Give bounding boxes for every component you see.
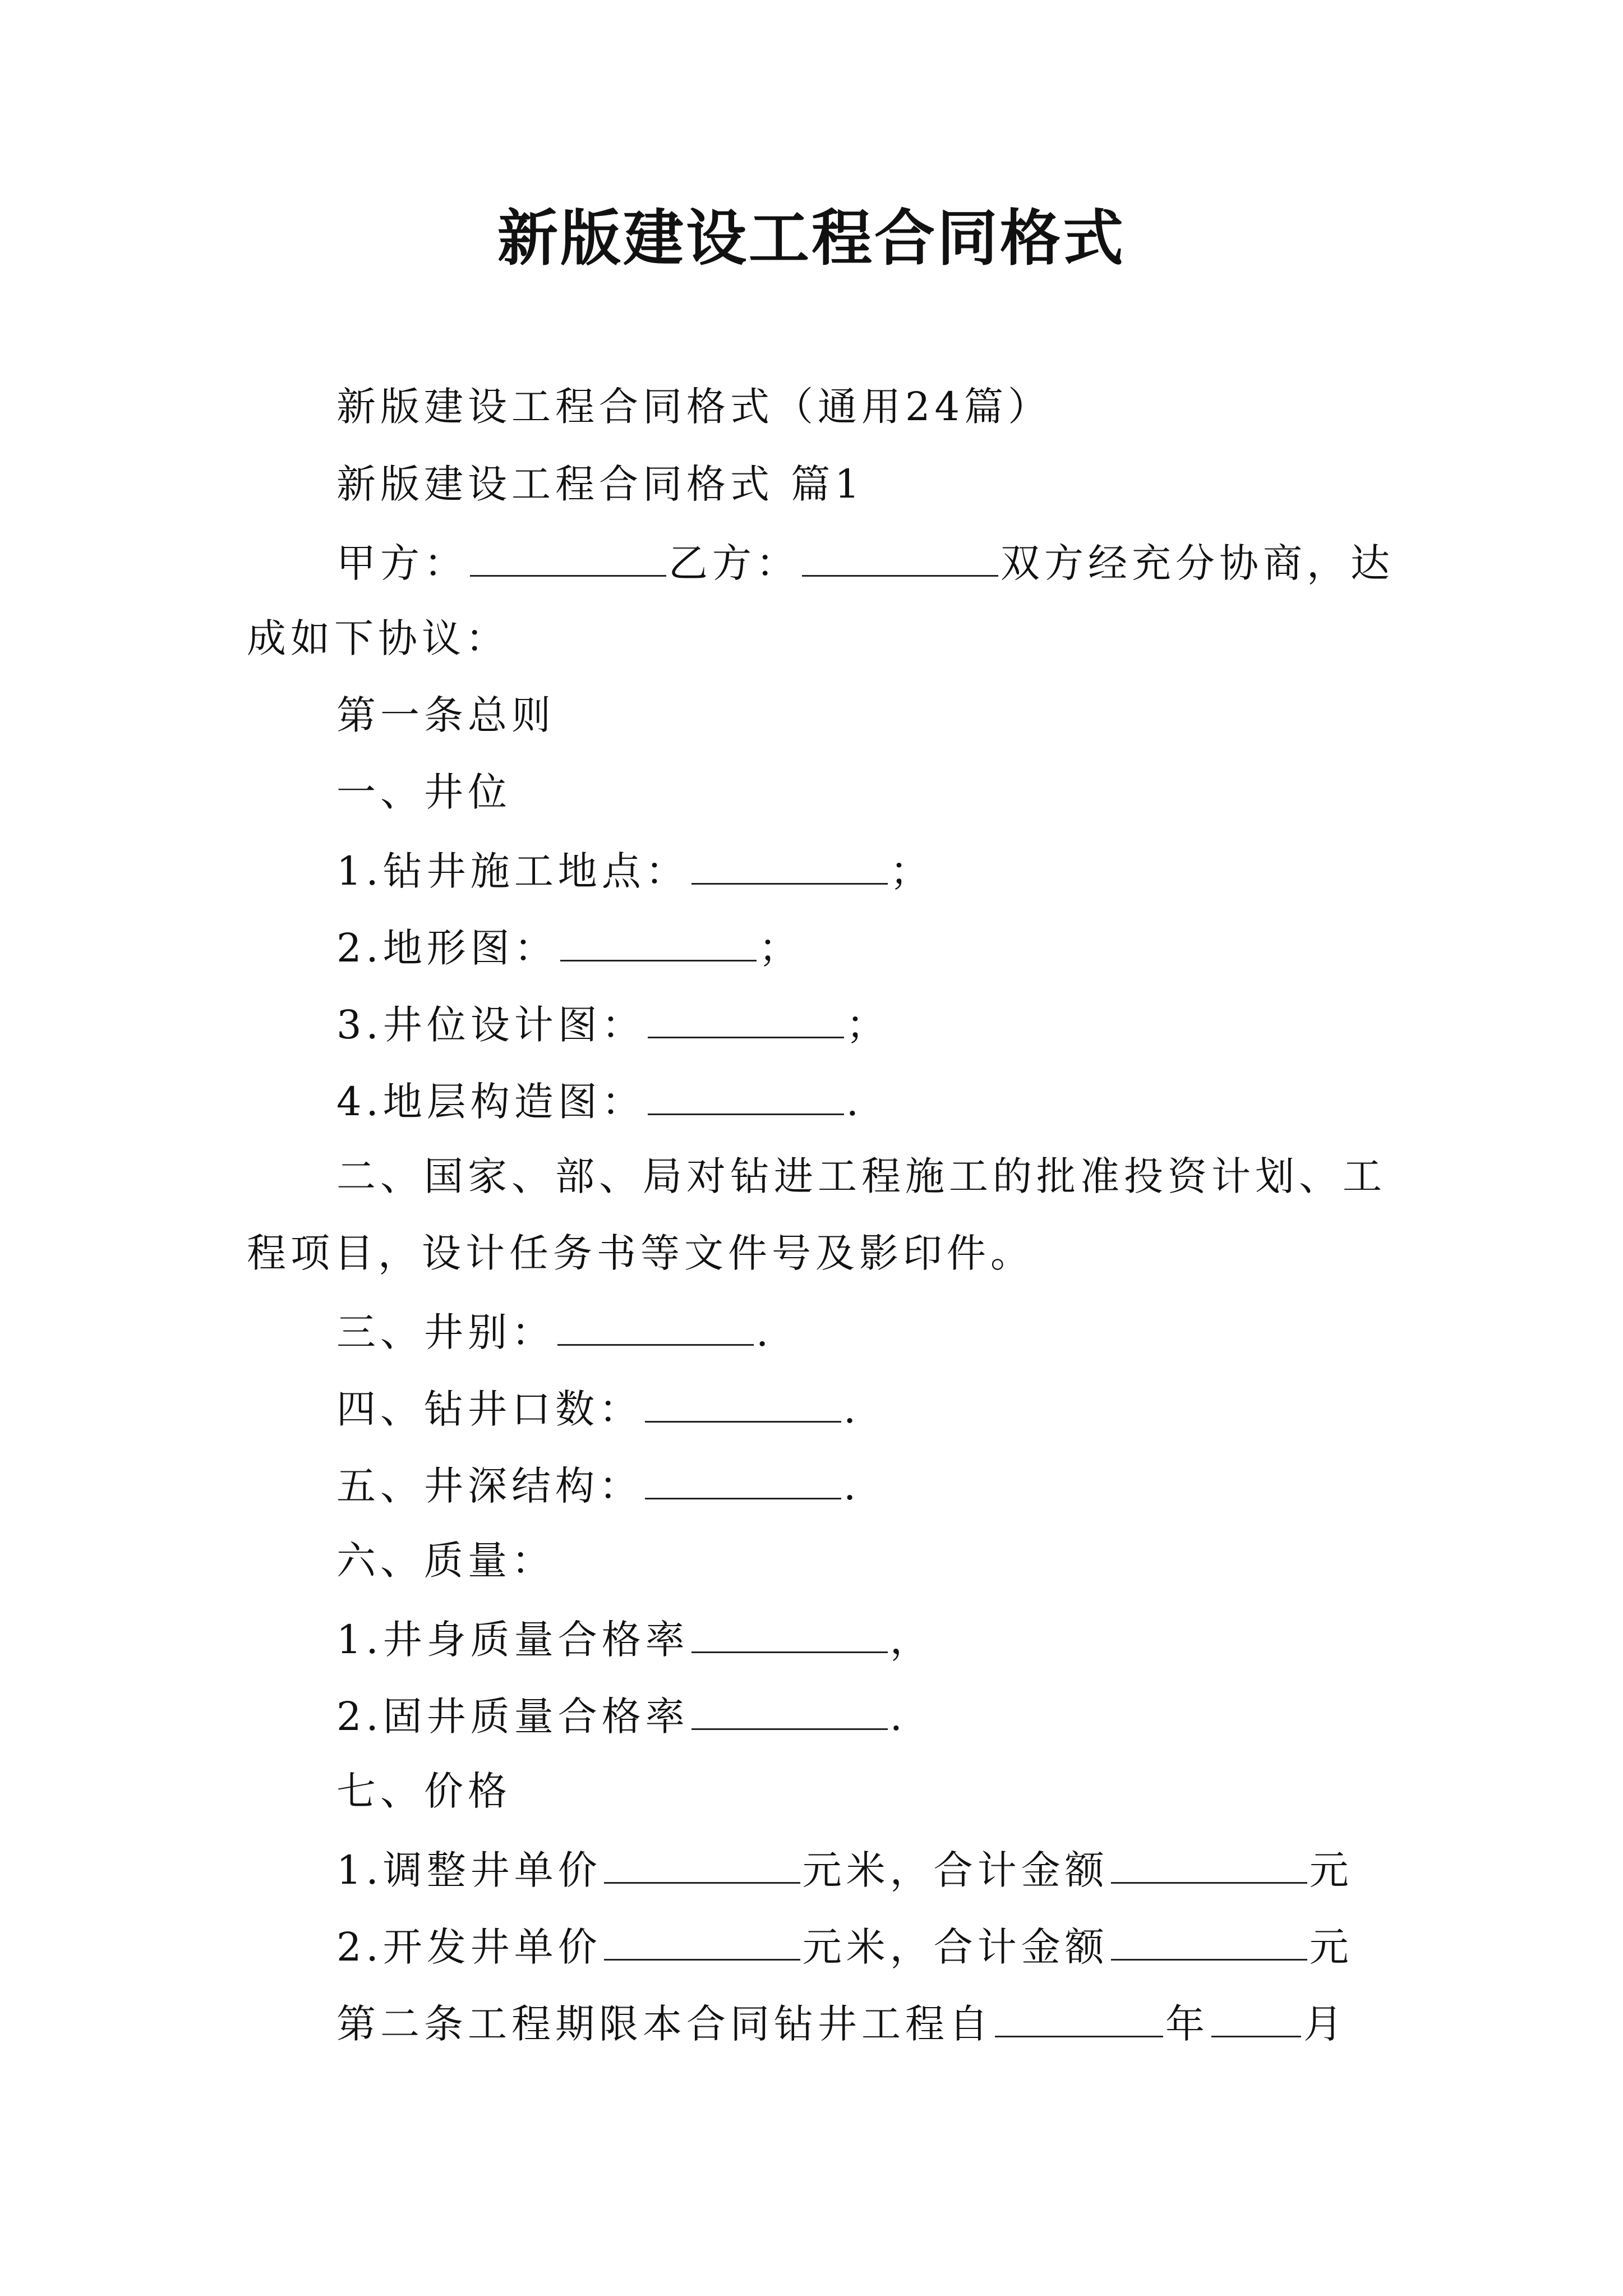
section4-end: .	[843, 1386, 861, 1432]
well-item-2-end: ；	[758, 925, 803, 971]
well-item-1-blank	[691, 844, 888, 885]
section5-line	[336, 1458, 860, 1511]
price-item-1	[336, 1843, 1353, 1895]
parties-tail: 双方经充分协商，达	[1000, 540, 1394, 586]
section3-end: .	[756, 1309, 773, 1355]
article1-heading: 第一条总则	[336, 692, 555, 738]
price-item-1-mid: 元米，合计金额	[802, 1847, 1109, 1893]
section5-end: .	[843, 1463, 861, 1509]
well-item-2-label: 2.地形图：	[336, 925, 558, 971]
section6-heading: 六、质量：	[336, 1538, 555, 1584]
article2-month-label: 月	[1303, 2001, 1347, 2047]
section4-blank	[645, 1382, 841, 1423]
price-item-2-end: 元	[1309, 1924, 1353, 1970]
quality-item-2-label: 2.固井质量合格率	[336, 1694, 689, 1740]
well-item-3-end: ；	[846, 1002, 890, 1048]
well-item-1-end: ；	[889, 848, 934, 894]
quality-item-1-label: 1.井身质量合格率	[336, 1617, 689, 1663]
well-item-4-end: .	[846, 1079, 864, 1125]
parties-line	[336, 536, 1394, 588]
article2-year-label: 年	[1165, 2001, 1209, 2047]
party-a-label: 甲方：	[336, 540, 468, 586]
quality-item-2-blank	[691, 1689, 888, 1730]
subtitle: 新版建设工程合同格式（通用24篇）	[336, 384, 1052, 430]
well-item-1-label: 1.钻井施工地点：	[336, 848, 689, 894]
well-item-2	[336, 921, 803, 973]
parties-continuation: 成如下协议：	[247, 615, 509, 661]
well-item-4-blank	[648, 1074, 844, 1115]
party-b-label: 乙方：	[668, 540, 800, 586]
price-item-1-total-blank	[1111, 1843, 1307, 1884]
section3-line	[336, 1305, 773, 1358]
section7-heading: 七、价格	[336, 1768, 511, 1814]
article2-text: 第二条工程期限本合同钻井工程自	[336, 2001, 993, 2047]
price-item-2-mid: 元米，合计金额	[802, 1924, 1109, 1970]
well-item-3-blank	[648, 997, 844, 1038]
price-item-2-total-blank	[1111, 1920, 1307, 1961]
section5-blank	[645, 1458, 841, 1499]
price-item-1-unit-blank	[604, 1843, 800, 1884]
well-item-4	[336, 1074, 863, 1127]
section4-line	[336, 1382, 860, 1434]
party-b-blank	[802, 536, 998, 577]
article2-year-blank	[995, 1996, 1163, 2037]
section2-line2: 程项目，设计任务书等文件号及影印件。	[247, 1230, 1034, 1276]
price-item-2-label: 2.开发井单价	[336, 1924, 602, 1970]
section4-label: 四、钻井口数：	[336, 1386, 643, 1432]
section-heading: 新版建设工程合同格式 篇1	[336, 461, 864, 507]
section3-blank	[557, 1305, 754, 1346]
quality-item-2	[336, 1689, 907, 1742]
section3-label: 三、井别：	[336, 1309, 555, 1355]
quality-item-1	[336, 1612, 934, 1665]
section5-label: 五、井深结构：	[336, 1463, 643, 1509]
document-title: 新版建设工程合同格式	[497, 203, 1126, 274]
well-item-2-blank	[560, 921, 757, 961]
quality-item-1-end: ，	[889, 1617, 934, 1663]
quality-item-1-blank	[691, 1612, 888, 1653]
price-item-2	[336, 1920, 1353, 1972]
party-a-blank	[470, 536, 666, 577]
section2-line1: 二、国家、部、局对钻进工程施工的批准投资计划、工	[336, 1153, 1386, 1199]
price-item-2-unit-blank	[604, 1920, 800, 1961]
well-item-4-label: 4.地层构造图：	[336, 1079, 645, 1125]
price-item-1-end: 元	[1309, 1847, 1353, 1893]
price-item-1-label: 1.调整井单价	[336, 1847, 602, 1893]
well-item-3	[336, 997, 890, 1050]
quality-item-2-end: .	[889, 1694, 907, 1740]
article2-line	[336, 1996, 1347, 2049]
well-item-1	[336, 844, 934, 896]
well-item-3-label: 3.井位设计图：	[336, 1002, 645, 1048]
well-position-heading: 一、井位	[336, 769, 511, 815]
article2-month-blank	[1211, 1996, 1301, 2037]
